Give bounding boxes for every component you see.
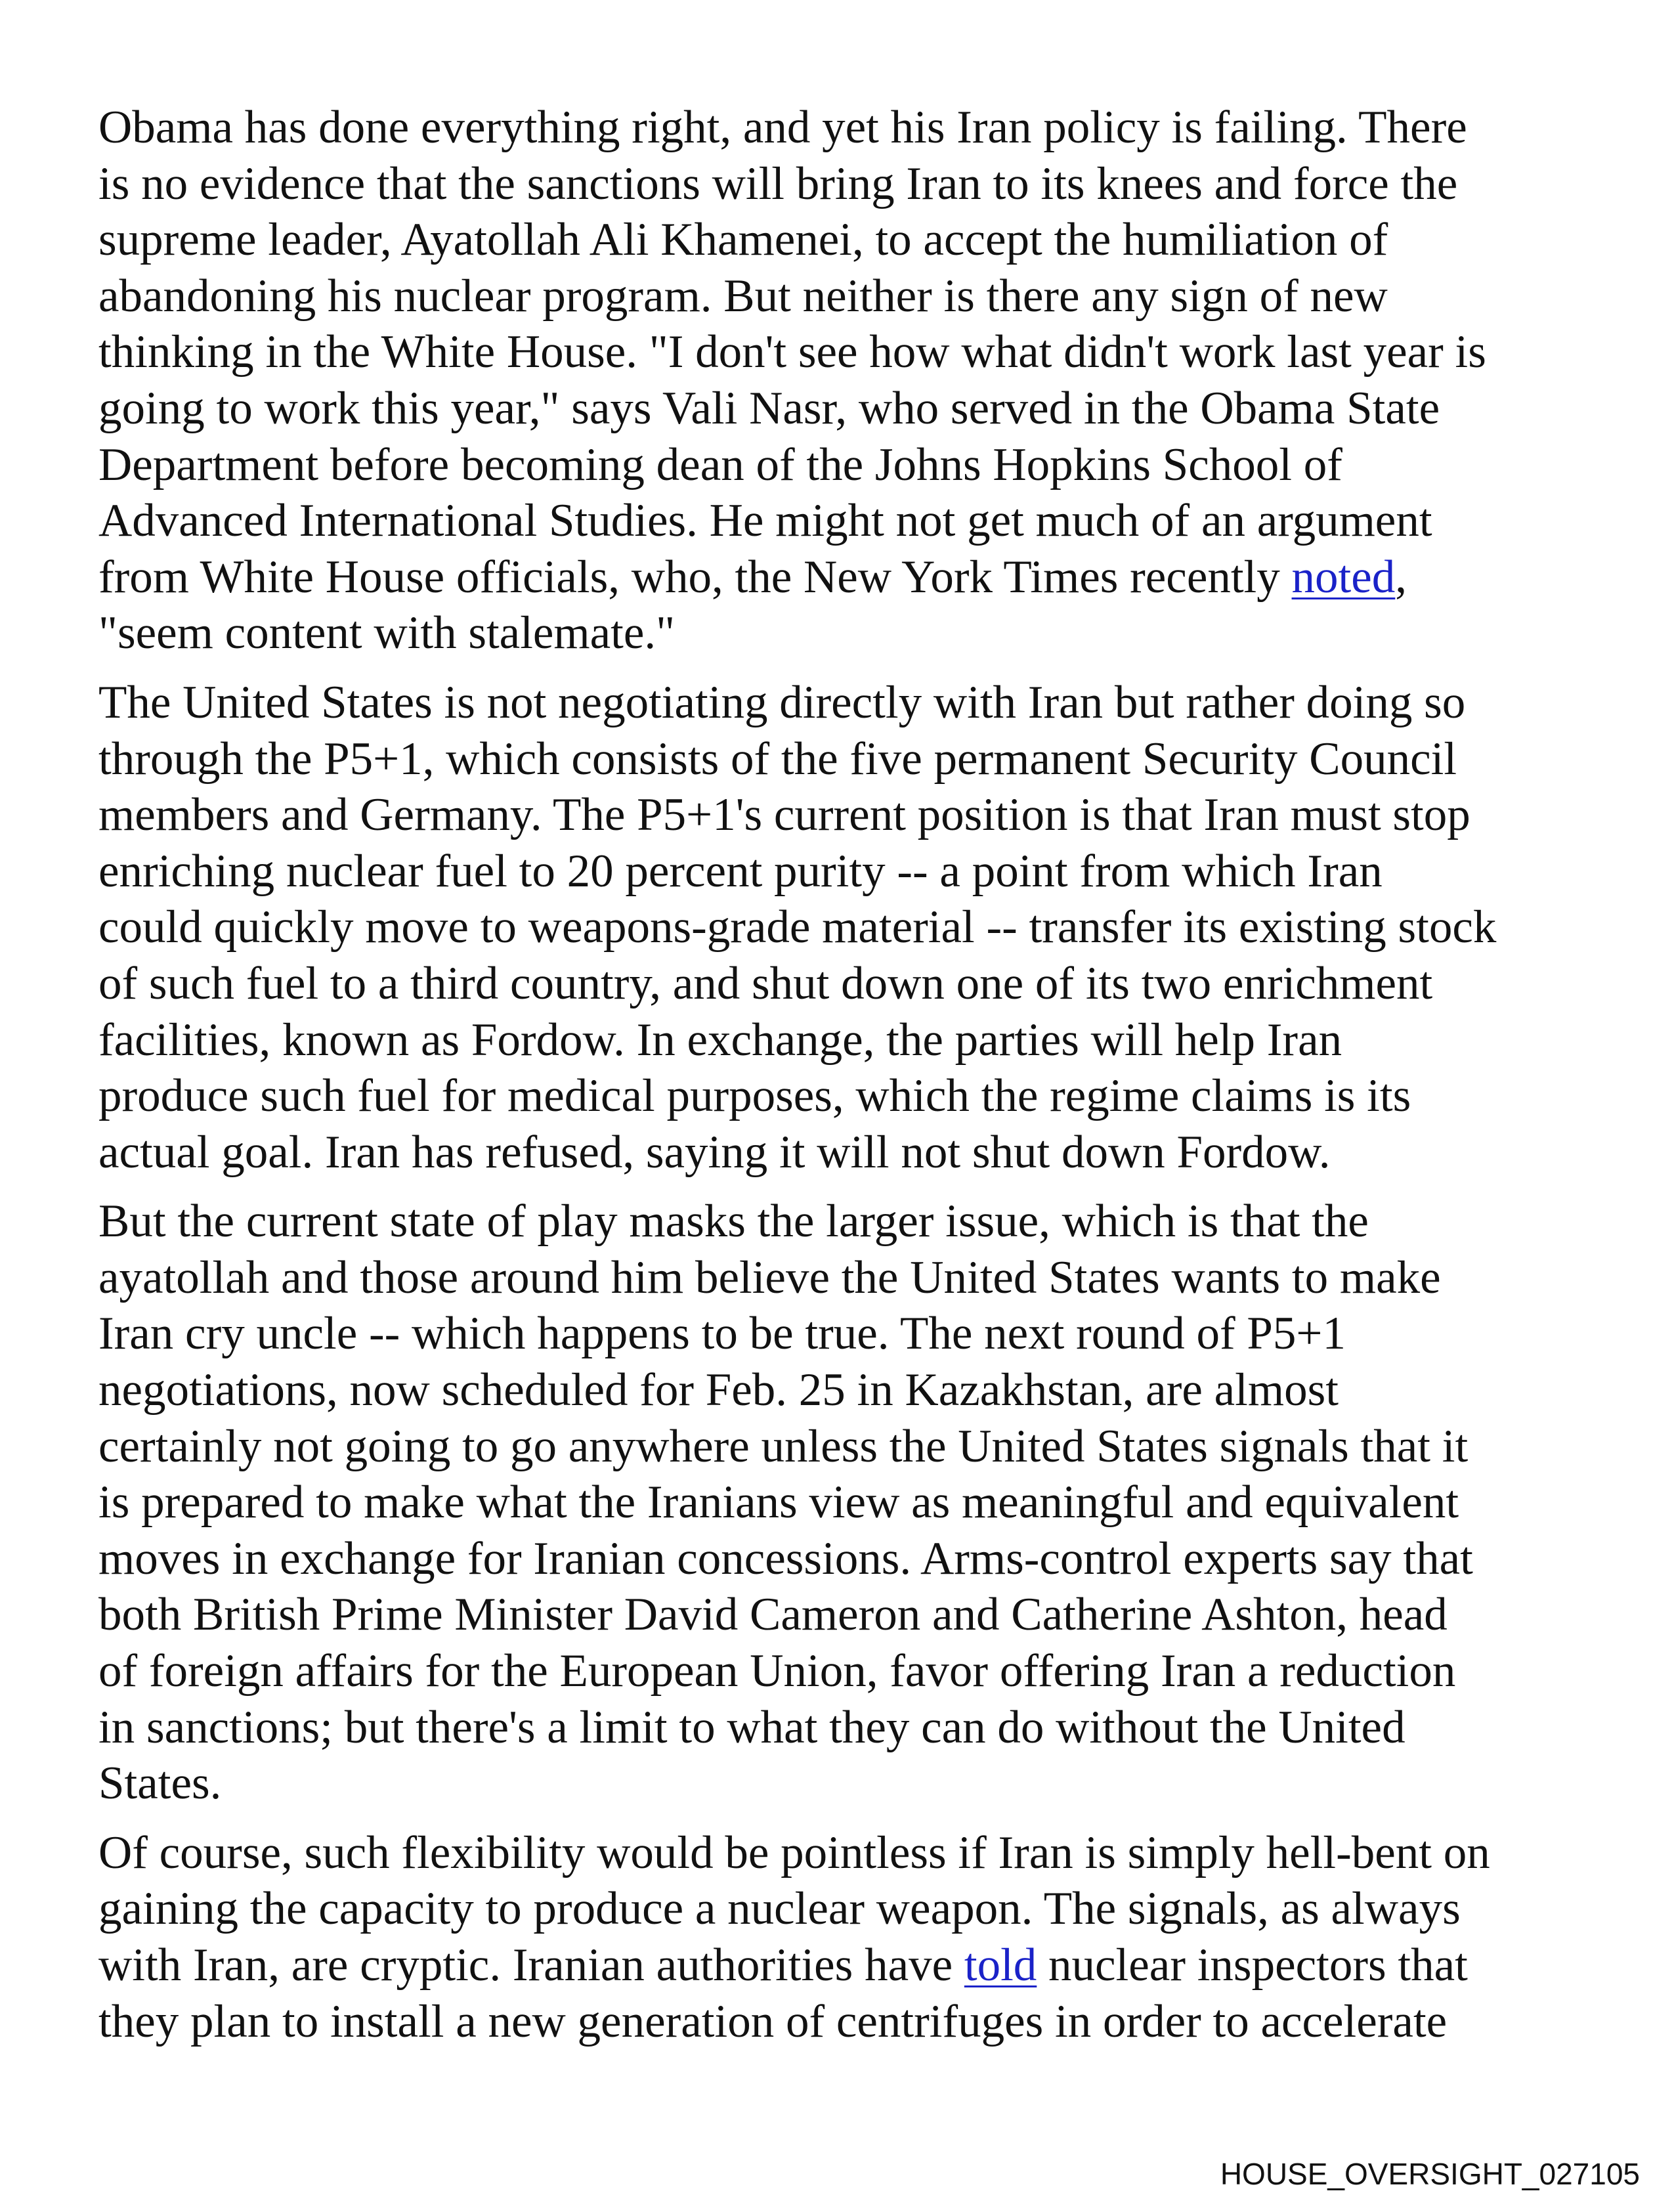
text-line: in sanctions; but there's a limit to what they can do without the United — [98, 1701, 1406, 1753]
text-line: negotiations, now scheduled for Feb. 25 in Kazakhstan, are almost — [98, 1364, 1339, 1416]
text-line: Of course, such flexibility would be pointless if Iran is simply hell-bent on — [98, 1827, 1490, 1878]
told-link[interactable]: told — [964, 1940, 1037, 1991]
bates-number: HOUSE_OVERSIGHT_027105 — [1220, 2157, 1640, 2191]
text-line: The United States is not negotiating directly with Iran but rather doing so — [98, 676, 1466, 728]
text-line: States. — [98, 1758, 222, 1810]
text-line: Advanced International Studies. He might not get much of an argument — [98, 495, 1432, 547]
text-line: But the current state of play masks the larger issue, which is that the — [98, 1196, 1369, 1247]
text-line: Iran cry uncle -- which happens to be true. The next round of P5+1 — [98, 1308, 1346, 1360]
text-line: going to work this year," says Vali Nasr, who served in the Obama State — [98, 382, 1440, 434]
paragraph-3 — [98, 1194, 1582, 1812]
text-line: certainly not going to go anywhere unless the United States signals that it — [98, 1420, 1469, 1472]
paragraph-2 — [98, 675, 1582, 1181]
text-line: is no evidence that the sanctions will bring Iran to its knees and force the — [98, 158, 1458, 209]
text-line: Obama has done everything right, and yet his Iran policy is failing. There — [98, 102, 1467, 153]
text-line: Department before becoming dean of the Johns Hopkins School of — [98, 439, 1342, 490]
text-segment: with Iran, are cryptic. Iranian authorities have — [98, 1940, 964, 1991]
noted-link[interactable]: noted — [1291, 551, 1396, 603]
text-line: of such fuel to a third country, and shut down one of its two enrichment — [98, 957, 1433, 1009]
text-line: ayatollah and those around him believe the United States wants to make — [98, 1251, 1441, 1303]
text-line: is prepared to make what the Iranians view as meaningful and equivalent — [98, 1477, 1459, 1529]
document-body — [98, 100, 1582, 2063]
text-segment: from White House officials, who, the New York Times recently — [98, 551, 1292, 603]
text-line: supreme leader, Ayatollah Ali Khamenei, to accept the humiliation of — [98, 214, 1388, 266]
text-line: produce such fuel for medical purposes, which the regime claims is its — [98, 1070, 1411, 1122]
text-line: of foreign affairs for the European Union, favor offering Iran a reduction — [98, 1645, 1456, 1697]
text-line: "seem content with stalemate." — [98, 607, 676, 659]
text-line: enriching nuclear fuel to 20 percent purity -- a point from which Iran — [98, 845, 1383, 897]
paragraph-4 — [98, 1825, 1582, 2050]
text-line: gaining the capacity to produce a nuclear weapon. The signals, as always — [98, 1883, 1461, 1935]
text-line: thinking in the White House. "I don't see how what didn't work last year is — [98, 326, 1486, 378]
text-segment: , — [1395, 551, 1407, 603]
paragraph-1 — [98, 100, 1582, 662]
text-line: abandoning his nuclear program. But neither is there any sign of new — [98, 270, 1388, 322]
text-line: they plan to install a new generation of centrifuges in order to accelerate — [98, 1995, 1448, 2047]
text-line: both British Prime Minister David Cameron and Catherine Ashton, head — [98, 1589, 1448, 1641]
text-segment: nuclear inspectors that — [1037, 1940, 1468, 1991]
text-line: actual goal. Iran has refused, saying it will not shut down Fordow. — [98, 1126, 1331, 1178]
text-line-with-link — [98, 550, 1582, 606]
text-line: facilities, known as Fordow. In exchange, the parties will help Iran — [98, 1014, 1342, 1066]
text-line-with-link — [98, 1938, 1582, 1994]
text-line: moves in exchange for Iranian concessions. Arms-control experts say that — [98, 1532, 1473, 1584]
text-line: through the P5+1, which consists of the five permanent Security Council — [98, 733, 1457, 785]
text-line: members and Germany. The P5+1's current position is that Iran must stop — [98, 789, 1470, 841]
text-line: could quickly move to weapons-grade material -- transfer its existing stock — [98, 901, 1497, 953]
